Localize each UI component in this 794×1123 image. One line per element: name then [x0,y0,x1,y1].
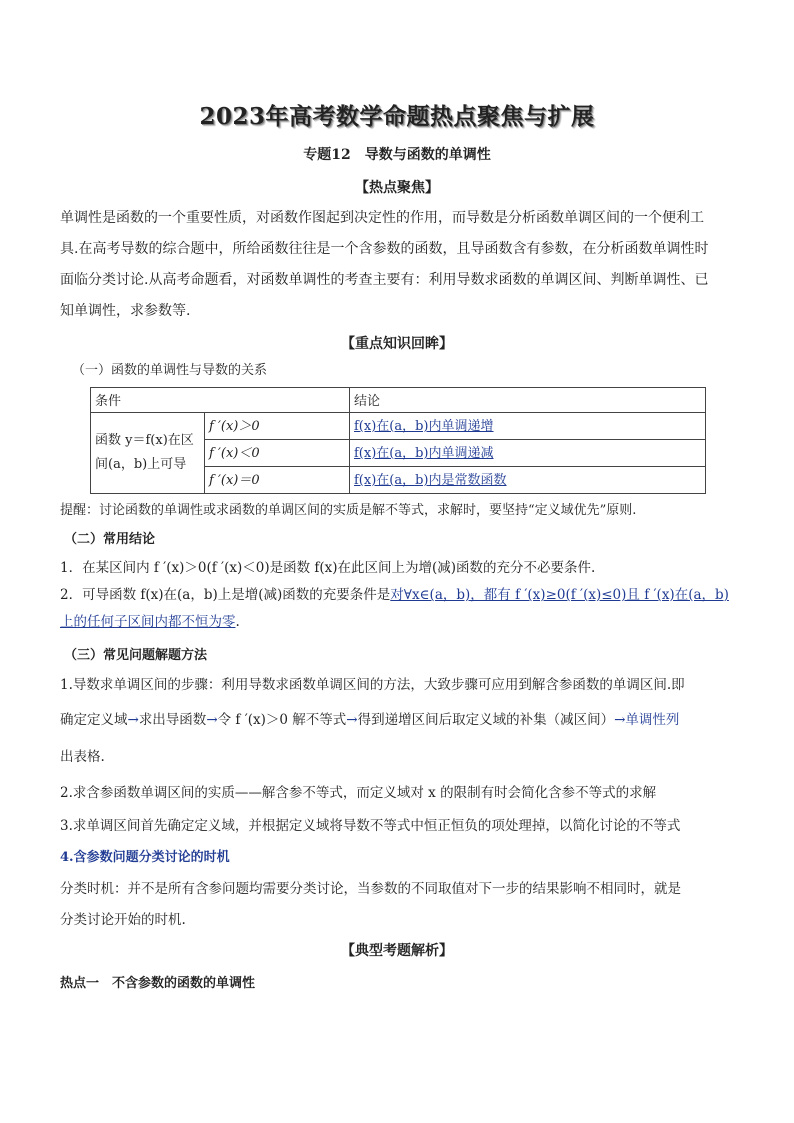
step-solve-inequality: 令 f ′(x)＞0 解不等式 [217,712,347,728]
timing-line-1: 分类时机：并不是所有含参问题均需要分类讨论，当参数的不同取值对下一步的结果影响不相同时，就是 [60,881,681,897]
hot-focus-line-2: 具.在高考导数的综合题中，所给函数往往是一个含参数的函数，且导函数含有参数，在分析函数单调性时 [60,241,709,257]
knowledge-heading: 【重点知识回眸】 [341,336,453,352]
arrow-icon: → [346,712,358,728]
hot-focus-line-1: 单调性是函数的一个重要性质，对函数作图起到决定性的作用，而导数是分析函数单调区间的一个便利工 [60,210,704,226]
hot-focus-line-4: 知单调性，求参数等. [60,303,191,319]
table-condition-line-1: 函数 y＝f(x)在区 [95,433,194,448]
method-step-1-line-1: 1.导数求单调区间的步骤：利用导数求函数单调区间的方法，大致步骤可应用到解含参函数的单调区间.即 [60,677,685,693]
hot-focus-line-3: 面临分类讨论.从高考命题看，对函数单调性的考查主要有：利用导数求函数的单调区间、判断单调性、已 [60,272,709,288]
conclusion-item-2 [60,583,729,603]
step-table: 单调性列 [625,712,680,728]
conclusion-item-2-cont [60,610,240,630]
hot-point-1: 热点一 不含参数的函数的单调性 [60,976,256,991]
arrow-icon: → [206,712,218,728]
conclusion-item-2-part-b: 对∀x∈(a，b)，都有 f ′(x)≥0(f ′(x)≤0)且 f ′(x)在(a，b) [390,587,729,603]
table-result-increasing [350,413,706,440]
conclusion-item-2-part-a: 2．可导函数 f(x)在(a，b)上是增(减)函数的充要条件是 [60,587,391,603]
table-result-increasing-text: f(x)在(a，b)内单调递增 [354,419,494,434]
table-condition-line-2: 间(a，b)上可导 [95,457,187,472]
conclusion-item-1: 1．在某区间内 f ′(x)＞0(f ′(x)＜0)是函数 f(x)在此区间上为增(减)函数的充分不必要条件. [60,560,596,576]
table-result-constant [350,467,706,494]
arrow-icon: → [614,712,626,728]
table-cond-zero: f ′(x)＝0 [205,467,350,494]
part4-title: 4.含参数问题分类讨论的时机 [60,850,230,865]
table-result-decreasing [350,440,706,467]
examples-heading: 【典型考题解析】 [341,943,453,959]
monotonicity-table [90,387,706,494]
topic-subtitle: 专题12 导数与函数的单调性 [303,147,491,163]
table-condition-cell [91,413,205,494]
method-step-3: 3.求单调区间首先确定定义域，并根据定义域将导数不等式中恒正恒负的项处理掉，以简化讨论的不等式 [60,818,681,834]
table-cond-negative: f ′(x)＜0 [205,440,350,467]
method-step-1-line-2 [60,708,679,728]
table-row [91,413,706,440]
part2-title: （二）常用结论 [64,532,156,547]
part1-title: （一）函数的单调性与导数的关系 [72,363,268,378]
table-header-condition: 条件 [91,388,350,413]
method-step-2: 2.求含参函数单调区间的实质——解含参不等式，而定义域对 x 的限制有时会简化含参不等式的求解 [60,785,657,801]
step-define-domain: 确定定义域 [60,712,128,728]
timing-line-2: 分类讨论开始的时机. [60,912,186,928]
table-header-conclusion: 结论 [350,388,706,413]
method-step-1-line-3: 出表格. [60,749,105,765]
tip-text: 提醒：讨论函数的单调性或求函数的单调区间的实质是解不等式，求解时，要坚持“定义域优先”原则. [60,503,637,518]
table-cond-positive: f ′(x)＞0 [205,413,350,440]
table-row [91,388,706,413]
hot-focus-heading: 【热点聚焦】 [355,180,439,196]
conclusion-item-2-part-c: 上的任何子区间内都不恒为零 [60,614,236,630]
table-result-constant-text: f(x)在(a，b)内是常数函数 [354,473,507,488]
page-title: 2023年高考数学命题热点聚焦与扩展 [199,103,595,130]
step-intervals: 得到递增区间后取定义域的补集（减区间） [357,712,615,728]
arrow-icon: → [127,712,139,728]
table-result-decreasing-text: f(x)在(a，b)内单调递减 [354,446,494,461]
conclusion-item-2-part-d: . [235,614,240,630]
part3-title: （三）常见问题解题方法 [64,648,208,663]
step-derivative: 求出导函数 [138,712,207,728]
